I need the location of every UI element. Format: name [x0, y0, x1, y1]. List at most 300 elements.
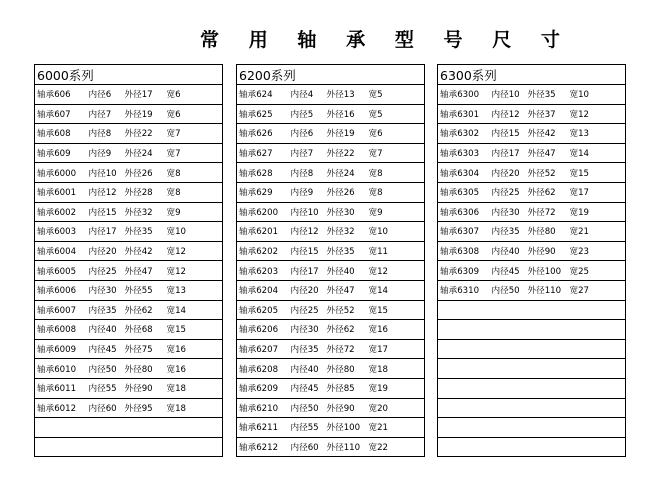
- outer-diameter-cell: 外径26: [325, 182, 367, 202]
- model-cell: 轴承6309: [438, 261, 490, 281]
- inner-diameter-cell: 内径15: [289, 241, 325, 261]
- width-cell: 宽14: [367, 280, 425, 300]
- inner-diameter-cell: 内径25: [87, 261, 123, 281]
- model-cell: 轴承6201: [237, 222, 289, 242]
- model-cell: 轴承6200: [237, 202, 289, 222]
- outer-diameter-cell: 外径80: [123, 359, 165, 379]
- table-row: [35, 359, 223, 379]
- inner-diameter-cell: 内径5: [289, 104, 325, 124]
- title-char: 号: [443, 28, 463, 51]
- width-cell: 宽12: [165, 261, 223, 281]
- width-cell: 宽12: [367, 261, 425, 281]
- table-6200-series: [236, 64, 425, 457]
- width-cell: 宽17: [367, 339, 425, 359]
- title-char: 承: [346, 28, 366, 51]
- model-cell: 轴承6006: [35, 280, 87, 300]
- inner-diameter-cell: 内径25: [289, 300, 325, 320]
- outer-diameter-cell: 外径68: [123, 320, 165, 340]
- table-row: [438, 182, 626, 202]
- model-cell: 轴承627: [237, 143, 289, 163]
- title-char: 用: [248, 28, 268, 51]
- model-cell: 轴承6008: [35, 320, 87, 340]
- outer-diameter-cell: 外径28: [123, 182, 165, 202]
- width-cell: 宽15: [367, 300, 425, 320]
- outer-diameter-cell: [526, 437, 568, 457]
- inner-diameter-cell: 内径25: [490, 182, 526, 202]
- outer-diameter-cell: 外径100: [325, 418, 367, 438]
- table-row: [35, 418, 223, 438]
- outer-diameter-cell: 外径37: [526, 104, 568, 124]
- table-row: [237, 163, 425, 183]
- width-cell: [568, 418, 626, 438]
- outer-diameter-cell: [526, 320, 568, 340]
- table-6000-series: [34, 64, 223, 457]
- inner-diameter-cell: 内径7: [289, 143, 325, 163]
- width-cell: 宽14: [165, 300, 223, 320]
- inner-diameter-cell: 内径45: [87, 339, 123, 359]
- model-cell: 轴承6009: [35, 339, 87, 359]
- width-cell: [568, 359, 626, 379]
- model-cell: [35, 437, 87, 457]
- width-cell: [568, 437, 626, 457]
- width-cell: 宽22: [367, 437, 425, 457]
- inner-diameter-cell: 内径15: [87, 202, 123, 222]
- model-cell: 轴承6007: [35, 300, 87, 320]
- inner-diameter-cell: 内径20: [289, 280, 325, 300]
- inner-diameter-cell: 内径30: [490, 202, 526, 222]
- outer-diameter-cell: 外径32: [325, 222, 367, 242]
- model-cell: [438, 378, 490, 398]
- outer-diameter-cell: [526, 339, 568, 359]
- width-cell: 宽9: [367, 202, 425, 222]
- width-cell: 宽8: [367, 163, 425, 183]
- outer-diameter-cell: 外径32: [123, 202, 165, 222]
- width-cell: 宽19: [568, 202, 626, 222]
- inner-diameter-cell: 内径45: [490, 261, 526, 281]
- width-cell: 宽16: [165, 359, 223, 379]
- width-cell: 宽16: [165, 339, 223, 359]
- width-cell: 宽13: [165, 280, 223, 300]
- width-cell: [165, 437, 223, 457]
- model-cell: 轴承6205: [237, 300, 289, 320]
- width-cell: 宽6: [367, 124, 425, 144]
- outer-diameter-cell: 外径26: [123, 163, 165, 183]
- table-row: [35, 339, 223, 359]
- model-cell: 轴承6302: [438, 124, 490, 144]
- table-row: [35, 104, 223, 124]
- inner-diameter-cell: [490, 320, 526, 340]
- inner-diameter-cell: [490, 418, 526, 438]
- table-row: [237, 300, 425, 320]
- model-cell: [438, 398, 490, 418]
- width-cell: 宽6: [165, 104, 223, 124]
- model-cell: 轴承6308: [438, 241, 490, 261]
- inner-diameter-cell: 内径45: [289, 378, 325, 398]
- width-cell: 宽5: [367, 85, 425, 105]
- inner-diameter-cell: 内径17: [87, 222, 123, 242]
- model-cell: 轴承628: [237, 163, 289, 183]
- table-row: [237, 202, 425, 222]
- width-cell: 宽19: [367, 378, 425, 398]
- width-cell: [568, 300, 626, 320]
- inner-diameter-cell: 内径55: [87, 378, 123, 398]
- outer-diameter-cell: [526, 398, 568, 418]
- model-cell: 轴承6004: [35, 241, 87, 261]
- width-cell: 宽27: [568, 280, 626, 300]
- width-cell: 宽7: [165, 143, 223, 163]
- table-row: [438, 398, 626, 418]
- inner-diameter-cell: 内径7: [87, 104, 123, 124]
- outer-diameter-cell: 外径90: [123, 378, 165, 398]
- outer-diameter-cell: 外径16: [325, 104, 367, 124]
- outer-diameter-cell: 外径35: [526, 85, 568, 105]
- table-row: [237, 418, 425, 438]
- model-cell: 轴承6005: [35, 261, 87, 281]
- table-row: [237, 182, 425, 202]
- width-cell: 宽8: [165, 182, 223, 202]
- table-row: [237, 320, 425, 340]
- table-row: [438, 320, 626, 340]
- table-row: [237, 104, 425, 124]
- outer-diameter-cell: 外径35: [325, 241, 367, 261]
- outer-diameter-cell: 外径80: [325, 359, 367, 379]
- table-row: [438, 300, 626, 320]
- outer-diameter-cell: 外径110: [526, 280, 568, 300]
- inner-diameter-cell: 内径9: [87, 143, 123, 163]
- inner-diameter-cell: [87, 437, 123, 457]
- width-cell: 宽11: [367, 241, 425, 261]
- inner-diameter-cell: 内径55: [289, 418, 325, 438]
- model-cell: 轴承6012: [35, 398, 87, 418]
- table-row: [237, 398, 425, 418]
- table-row: [237, 437, 425, 457]
- width-cell: 宽20: [367, 398, 425, 418]
- outer-diameter-cell: 外径47: [123, 261, 165, 281]
- width-cell: 宽9: [165, 202, 223, 222]
- table-row: [35, 163, 223, 183]
- model-cell: 轴承6310: [438, 280, 490, 300]
- inner-diameter-cell: 内径50: [289, 398, 325, 418]
- inner-diameter-cell: 内径35: [289, 339, 325, 359]
- inner-diameter-cell: 内径4: [289, 85, 325, 105]
- width-cell: 宽23: [568, 241, 626, 261]
- width-cell: 宽18: [367, 359, 425, 379]
- inner-diameter-cell: [490, 359, 526, 379]
- table-row: [438, 339, 626, 359]
- inner-diameter-cell: 内径40: [490, 241, 526, 261]
- inner-diameter-cell: 内径20: [87, 241, 123, 261]
- inner-diameter-cell: 内径60: [289, 437, 325, 457]
- table-row: [35, 320, 223, 340]
- model-cell: [35, 418, 87, 438]
- outer-diameter-cell: 外径62: [325, 320, 367, 340]
- model-cell: [438, 339, 490, 359]
- width-cell: 宽12: [165, 241, 223, 261]
- table-row: [237, 85, 425, 105]
- table-row: [237, 143, 425, 163]
- table-header-row: [237, 65, 425, 85]
- outer-diameter-cell: [526, 378, 568, 398]
- model-cell: 轴承608: [35, 124, 87, 144]
- width-cell: 宽8: [165, 163, 223, 183]
- width-cell: 宽8: [367, 182, 425, 202]
- model-cell: 轴承6011: [35, 378, 87, 398]
- outer-diameter-cell: [526, 300, 568, 320]
- series-header: 6000系列: [37, 67, 94, 83]
- table-row: [35, 261, 223, 281]
- model-cell: 轴承6209: [237, 378, 289, 398]
- inner-diameter-cell: 内径10: [490, 85, 526, 105]
- outer-diameter-cell: 外径90: [325, 398, 367, 418]
- model-cell: [438, 359, 490, 379]
- page-title: [200, 26, 560, 50]
- model-cell: 轴承6010: [35, 359, 87, 379]
- table-row: [237, 241, 425, 261]
- inner-diameter-cell: 内径10: [87, 163, 123, 183]
- title-char: 型: [394, 28, 414, 51]
- table-row: [237, 124, 425, 144]
- width-cell: 宽7: [367, 143, 425, 163]
- model-cell: 轴承6304: [438, 163, 490, 183]
- outer-diameter-cell: 外径62: [526, 182, 568, 202]
- table-row: [438, 241, 626, 261]
- inner-diameter-cell: 内径60: [87, 398, 123, 418]
- outer-diameter-cell: 外径75: [123, 339, 165, 359]
- model-cell: 轴承6307: [438, 222, 490, 242]
- inner-diameter-cell: 内径15: [490, 124, 526, 144]
- model-cell: 轴承6301: [438, 104, 490, 124]
- model-cell: [438, 418, 490, 438]
- inner-diameter-cell: 内径8: [289, 163, 325, 183]
- table-row: [35, 124, 223, 144]
- table-6300-series: [437, 64, 626, 457]
- table-row: [438, 104, 626, 124]
- table-row: [35, 143, 223, 163]
- model-cell: 轴承6208: [237, 359, 289, 379]
- model-cell: [438, 437, 490, 457]
- table-row: [237, 280, 425, 300]
- width-cell: 宽25: [568, 261, 626, 281]
- title-char: 常: [200, 28, 220, 51]
- outer-diameter-cell: 外径95: [123, 398, 165, 418]
- outer-diameter-cell: [123, 418, 165, 438]
- table-row: [35, 202, 223, 222]
- table-row: [438, 85, 626, 105]
- model-cell: 轴承606: [35, 85, 87, 105]
- outer-diameter-cell: 外径80: [526, 222, 568, 242]
- outer-diameter-cell: [123, 437, 165, 457]
- width-cell: [568, 339, 626, 359]
- width-cell: 宽21: [568, 222, 626, 242]
- model-cell: 轴承629: [237, 182, 289, 202]
- inner-diameter-cell: [490, 398, 526, 418]
- outer-diameter-cell: 外径24: [325, 163, 367, 183]
- width-cell: 宽10: [165, 222, 223, 242]
- inner-diameter-cell: [490, 437, 526, 457]
- outer-diameter-cell: 外径52: [325, 300, 367, 320]
- outer-diameter-cell: 外径47: [526, 143, 568, 163]
- table-row: [35, 241, 223, 261]
- model-cell: 轴承6000: [35, 163, 87, 183]
- outer-diameter-cell: 外径17: [123, 85, 165, 105]
- model-cell: 轴承6003: [35, 222, 87, 242]
- model-cell: 轴承624: [237, 85, 289, 105]
- table-row: [438, 163, 626, 183]
- outer-diameter-cell: 外径22: [325, 143, 367, 163]
- inner-diameter-cell: 内径10: [289, 202, 325, 222]
- table-row: [35, 222, 223, 242]
- series-header: 6300系列: [440, 67, 497, 83]
- inner-diameter-cell: 内径50: [490, 280, 526, 300]
- width-cell: 宽18: [165, 398, 223, 418]
- model-cell: 轴承6001: [35, 182, 87, 202]
- width-cell: 宽21: [367, 418, 425, 438]
- inner-diameter-cell: [490, 339, 526, 359]
- table-header-row: [438, 65, 626, 85]
- model-cell: [438, 300, 490, 320]
- table-row: [438, 202, 626, 222]
- inner-diameter-cell: 内径17: [490, 143, 526, 163]
- outer-diameter-cell: 外径72: [526, 202, 568, 222]
- width-cell: [568, 320, 626, 340]
- width-cell: [568, 378, 626, 398]
- inner-diameter-cell: 内径30: [87, 280, 123, 300]
- inner-diameter-cell: 内径50: [87, 359, 123, 379]
- outer-diameter-cell: 外径72: [325, 339, 367, 359]
- inner-diameter-cell: 内径12: [87, 182, 123, 202]
- model-cell: 轴承607: [35, 104, 87, 124]
- model-cell: 轴承6303: [438, 143, 490, 163]
- title-char: 寸: [540, 28, 560, 51]
- width-cell: 宽16: [367, 320, 425, 340]
- inner-diameter-cell: 内径20: [490, 163, 526, 183]
- outer-diameter-cell: 外径100: [526, 261, 568, 281]
- width-cell: 宽7: [165, 124, 223, 144]
- outer-diameter-cell: 外径24: [123, 143, 165, 163]
- table-row: [237, 359, 425, 379]
- table-row: [237, 339, 425, 359]
- table-row: [237, 222, 425, 242]
- table-row: [35, 378, 223, 398]
- model-cell: [438, 320, 490, 340]
- width-cell: 宽18: [165, 378, 223, 398]
- table-row: [438, 143, 626, 163]
- table-row: [237, 261, 425, 281]
- model-cell: 轴承6211: [237, 418, 289, 438]
- table-row: [438, 359, 626, 379]
- inner-diameter-cell: 内径6: [289, 124, 325, 144]
- table-row: [438, 261, 626, 281]
- inner-diameter-cell: 内径30: [289, 320, 325, 340]
- table-row: [438, 437, 626, 457]
- inner-diameter-cell: [490, 300, 526, 320]
- outer-diameter-cell: 外径47: [325, 280, 367, 300]
- table-header-row: [35, 65, 223, 85]
- outer-diameter-cell: 外径55: [123, 280, 165, 300]
- table-row: [35, 437, 223, 457]
- width-cell: 宽12: [568, 104, 626, 124]
- outer-diameter-cell: [526, 359, 568, 379]
- outer-diameter-cell: 外径22: [123, 124, 165, 144]
- model-cell: 轴承6212: [237, 437, 289, 457]
- inner-diameter-cell: 内径9: [289, 182, 325, 202]
- table-row: [237, 378, 425, 398]
- width-cell: 宽15: [568, 163, 626, 183]
- outer-diameter-cell: [526, 418, 568, 438]
- outer-diameter-cell: 外径52: [526, 163, 568, 183]
- table-row: [35, 182, 223, 202]
- inner-diameter-cell: 内径8: [87, 124, 123, 144]
- outer-diameter-cell: 外径13: [325, 85, 367, 105]
- model-cell: 轴承6206: [237, 320, 289, 340]
- model-cell: 轴承626: [237, 124, 289, 144]
- outer-diameter-cell: 外径42: [123, 241, 165, 261]
- inner-diameter-cell: 内径12: [289, 222, 325, 242]
- title-char: 尺: [492, 28, 512, 51]
- width-cell: 宽5: [367, 104, 425, 124]
- model-cell: 轴承6305: [438, 182, 490, 202]
- model-cell: 轴承6210: [237, 398, 289, 418]
- width-cell: [568, 398, 626, 418]
- inner-diameter-cell: 内径12: [490, 104, 526, 124]
- outer-diameter-cell: 外径35: [123, 222, 165, 242]
- model-cell: 轴承6207: [237, 339, 289, 359]
- model-cell: 轴承625: [237, 104, 289, 124]
- inner-diameter-cell: 内径35: [490, 222, 526, 242]
- outer-diameter-cell: 外径62: [123, 300, 165, 320]
- outer-diameter-cell: 外径19: [123, 104, 165, 124]
- width-cell: 宽14: [568, 143, 626, 163]
- inner-diameter-cell: 内径35: [87, 300, 123, 320]
- width-cell: 宽10: [568, 85, 626, 105]
- table-row: [438, 124, 626, 144]
- table-row: [35, 398, 223, 418]
- inner-diameter-cell: 内径17: [289, 261, 325, 281]
- model-cell: 轴承6204: [237, 280, 289, 300]
- model-cell: 轴承6002: [35, 202, 87, 222]
- model-cell: 轴承609: [35, 143, 87, 163]
- inner-diameter-cell: 内径40: [289, 359, 325, 379]
- width-cell: [165, 418, 223, 438]
- outer-diameter-cell: 外径30: [325, 202, 367, 222]
- table-row: [438, 378, 626, 398]
- width-cell: 宽15: [165, 320, 223, 340]
- table-row: [35, 280, 223, 300]
- title-char: 轴: [297, 28, 317, 51]
- outer-diameter-cell: 外径42: [526, 124, 568, 144]
- table-row: [35, 300, 223, 320]
- table-row: [438, 222, 626, 242]
- model-cell: 轴承6202: [237, 241, 289, 261]
- outer-diameter-cell: 外径85: [325, 378, 367, 398]
- outer-diameter-cell: 外径90: [526, 241, 568, 261]
- width-cell: 宽6: [165, 85, 223, 105]
- table-row: [35, 85, 223, 105]
- outer-diameter-cell: 外径110: [325, 437, 367, 457]
- inner-diameter-cell: [490, 378, 526, 398]
- width-cell: 宽17: [568, 182, 626, 202]
- model-cell: 轴承6300: [438, 85, 490, 105]
- model-cell: 轴承6306: [438, 202, 490, 222]
- model-cell: 轴承6203: [237, 261, 289, 281]
- width-cell: 宽10: [367, 222, 425, 242]
- width-cell: 宽13: [568, 124, 626, 144]
- table-row: [438, 280, 626, 300]
- inner-diameter-cell: 内径6: [87, 85, 123, 105]
- outer-diameter-cell: 外径19: [325, 124, 367, 144]
- series-header: 6200系列: [239, 67, 296, 83]
- inner-diameter-cell: [87, 418, 123, 438]
